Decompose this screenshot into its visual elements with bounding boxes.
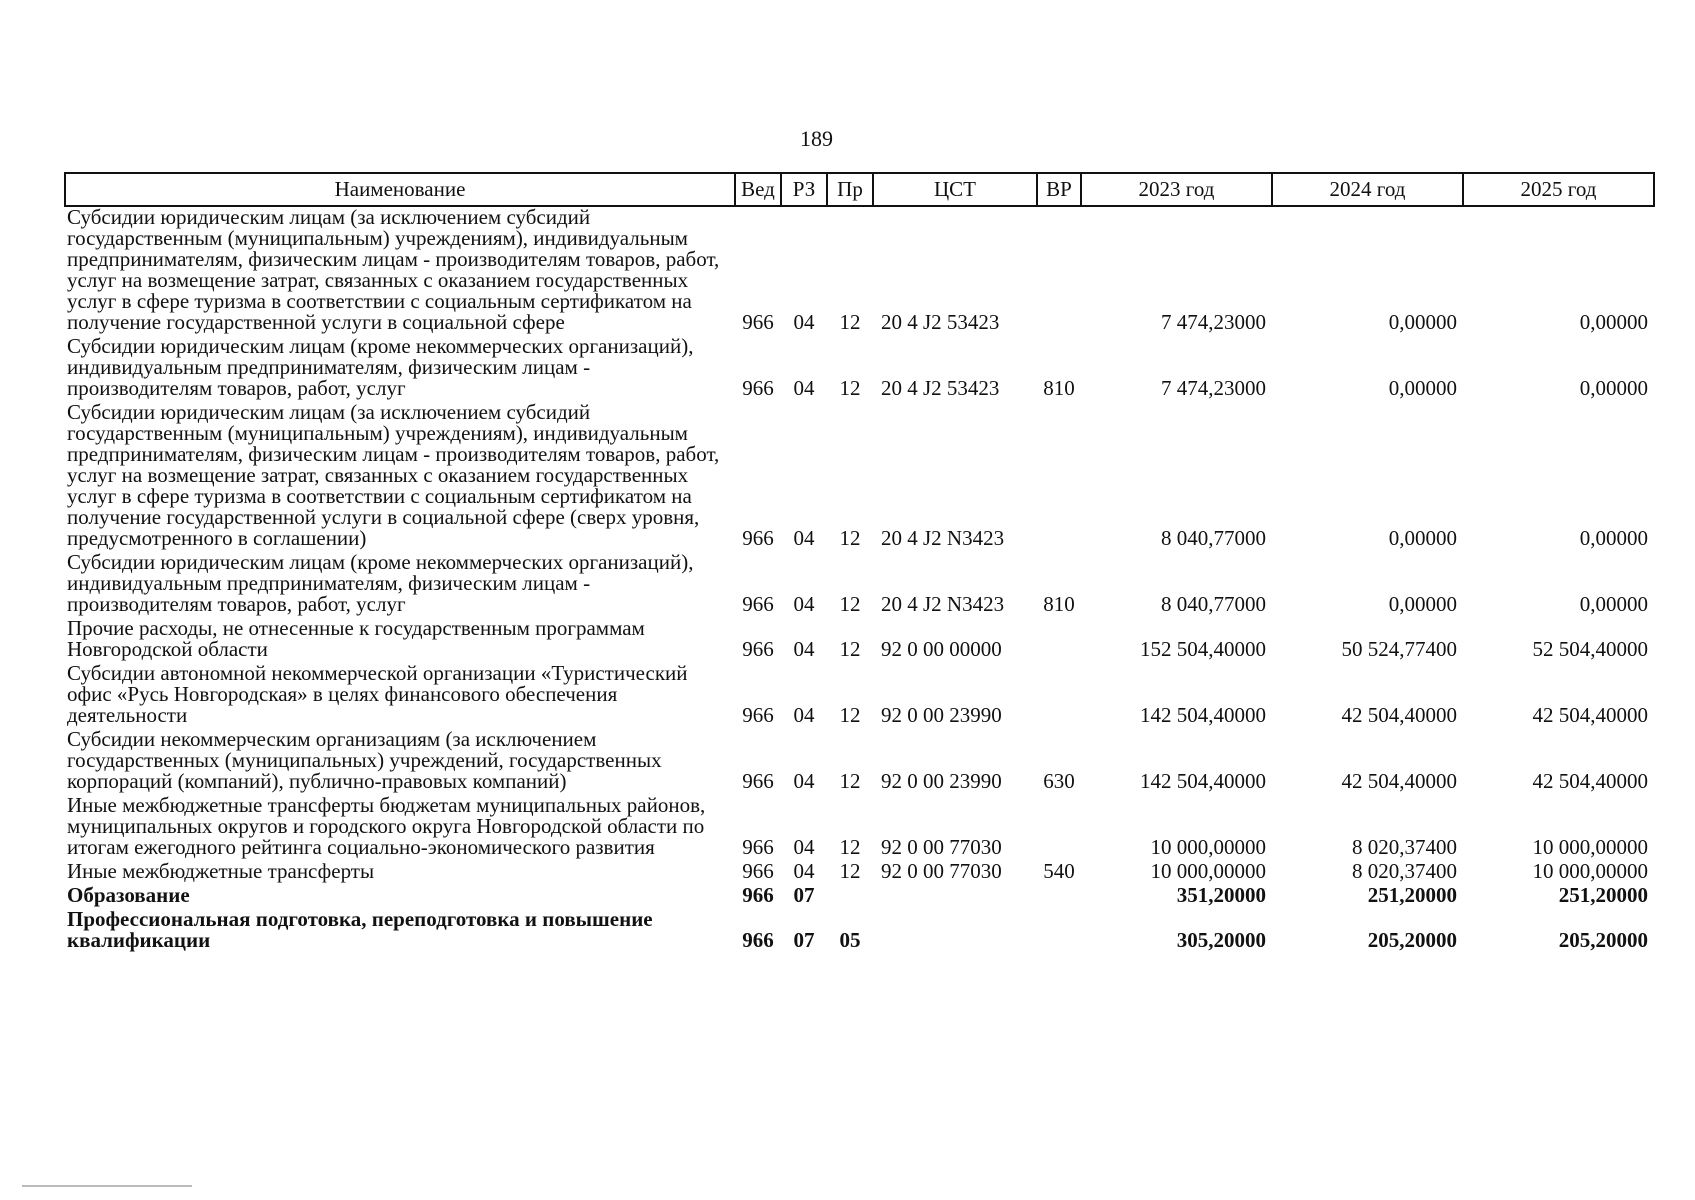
row-rz: 04 [793,769,815,793]
row-rz: 04 [793,703,815,727]
table-row [65,663,1654,729]
row-name: Субсидии юридическим лицам (кроме некоммерческих организаций), индивидуальным предпринимателям, физическим лицам - производителям товаров, работ, услуг [67,334,694,400]
row-vr [1037,206,1081,336]
row-2025: 0,00000 [1579,526,1648,550]
row-2024: 42 504,40000 [1341,703,1457,727]
row-cst: 92 0 00 23990 [881,703,1002,727]
row-name: Субсидии юридическим лицам (за исключением субсидий государственным (муниципальным) учреждениям), индивидуальным предпринимателям, физическим лицам - производителям товаров, работ, услуг на возмещение затрат, связанных с оказанием государственных услуг в сфере туризма в соответствии с социальным сертификатом на получение государственной услуги в социальной сфере [67,205,720,334]
row-ved: 966 [742,310,774,334]
row-2023: 351,20000 [1176,883,1266,907]
row-ved: 966 [742,883,774,907]
row-rz: 04 [793,376,815,400]
row-2024: 50 524,77400 [1341,637,1457,661]
row-2024: 8 020,37400 [1352,859,1457,883]
table-row [65,909,1654,954]
row-2025: 42 504,40000 [1532,769,1648,793]
header-2025: 2025 год [1463,173,1654,206]
row-2025: 42 504,40000 [1532,703,1648,727]
row-2023: 7 474,23000 [1161,376,1266,400]
row-pr: 12 [839,769,861,793]
row-cst: 20 4 J2 N3423 [881,526,1005,550]
table-row [65,885,1654,909]
row-2025: 251,20000 [1558,883,1648,907]
row-pr: 12 [839,859,861,883]
row-2023: 142 504,40000 [1140,769,1266,793]
row-pr: 12 [839,310,861,334]
row-vr [1037,885,1081,909]
row-2024: 251,20000 [1367,883,1457,907]
row-2024: 0,00000 [1388,376,1457,400]
row-name: Прочие расходы, не отнесенные к государственным программам Новгородской области [67,616,645,661]
page-number: 189 [800,126,833,151]
row-rz: 04 [793,637,815,661]
row-2024: 0,00000 [1388,310,1457,334]
row-ved: 966 [742,769,774,793]
row-cst: 20 4 J2 N3423 [881,592,1005,616]
row-ved: 966 [742,592,774,616]
scan-artifact-line [22,1185,192,1187]
row-pr: 12 [839,592,861,616]
row-ved: 966 [742,703,774,727]
row-2024: 0,00000 [1388,526,1457,550]
row-2025: 10 000,00000 [1532,835,1648,859]
table-header-row [65,173,1654,206]
row-pr: 12 [839,637,861,661]
row-name: Профессиональная подготовка, переподготовка и повышение квалификации [67,907,653,952]
row-pr: 12 [839,703,861,727]
row-cst: 92 0 00 77030 [881,859,1002,883]
row-vr [1037,909,1081,954]
row-ved: 966 [742,835,774,859]
row-rz: 04 [793,526,815,550]
row-ved: 966 [742,526,774,550]
row-vr: 810 [1043,592,1075,616]
row-cst: 20 4 J2 53423 [881,310,1000,334]
header-pr: Пр [827,173,873,206]
row-name: Субсидии некоммерческим организациям (за исключением государственных (муниципальных) учреждений, государственных корпораций (компаний), публично-правовых компаний) [67,727,662,793]
table-row [65,618,1654,663]
header-vr: ВР [1037,173,1081,206]
table-row [65,552,1654,618]
header-cst: ЦСТ [873,173,1037,206]
row-2024: 8 020,37400 [1352,835,1457,859]
row-2023: 7 474,23000 [1161,310,1266,334]
row-vr [1037,795,1081,861]
row-cst: 92 0 00 00000 [881,637,1002,661]
table-row [65,861,1654,885]
row-vr: 810 [1043,376,1075,400]
row-pr [827,885,873,909]
row-vr [1037,663,1081,729]
row-pr: 12 [839,526,861,550]
row-vr: 630 [1043,769,1075,793]
row-2025: 0,00000 [1579,310,1648,334]
row-2024: 0,00000 [1388,592,1457,616]
row-2023: 152 504,40000 [1140,637,1266,661]
header-ved: Вед [735,173,781,206]
row-2023: 142 504,40000 [1140,703,1266,727]
row-cst [873,885,1037,909]
row-vr [1037,618,1081,663]
row-pr: 12 [839,376,861,400]
row-rz: 04 [793,310,815,334]
table-row [65,729,1654,795]
row-ved: 966 [742,859,774,883]
header-rz: РЗ [781,173,827,206]
row-name: Субсидии юридическим лицам (кроме некоммерческих организаций), индивидуальным предпринимателям, физическим лицам - производителям товаров, работ, услуг [67,550,694,616]
row-name: Иные межбюджетные трансферты [67,859,375,883]
row-ved: 966 [742,637,774,661]
row-rz: 04 [793,592,815,616]
row-cst: 92 0 00 23990 [881,769,1002,793]
row-rz: 07 [793,883,815,907]
row-2025: 205,20000 [1558,928,1648,952]
row-rz: 04 [793,859,815,883]
row-name: Иные межбюджетные трансферты бюджетам муниципальных районов, муниципальных округов и городского округа Новгородской области по итогам ежегодного рейтинга социально-экономического развития [67,793,706,859]
row-cst: 92 0 00 77030 [881,835,1002,859]
row-2023: 10 000,00000 [1150,835,1266,859]
row-2025: 0,00000 [1579,592,1648,616]
header-name: Наименование [65,173,735,206]
row-2023: 8 040,77000 [1161,526,1266,550]
row-vr: 540 [1043,859,1075,883]
budget-table [64,172,1655,954]
header-2024: 2024 год [1272,173,1463,206]
table-row [65,206,1654,336]
row-2023: 8 040,77000 [1161,592,1266,616]
row-pr: 12 [839,835,861,859]
row-2025: 0,00000 [1579,376,1648,400]
table-row [65,795,1654,861]
row-2023: 10 000,00000 [1150,859,1266,883]
header-2023: 2023 год [1081,173,1272,206]
row-2024: 42 504,40000 [1341,769,1457,793]
row-2025: 52 504,40000 [1532,637,1648,661]
row-pr: 05 [839,928,861,952]
row-2023: 305,20000 [1176,928,1266,952]
row-ved: 966 [742,376,774,400]
row-vr [1037,402,1081,552]
row-2024: 205,20000 [1367,928,1457,952]
row-name: Субсидии автономной некоммерческой организации «Туристический офис «Русь Новгородская» в целях финансового обеспечения деятельности [67,661,688,727]
row-rz: 07 [793,928,815,952]
table-row [65,336,1654,402]
row-rz: 04 [793,835,815,859]
row-ved: 966 [742,928,774,952]
row-name: Субсидии юридическим лицам (за исключением субсидий государственным (муниципальным) учреждениям), индивидуальным предпринимателям, физическим лицам - производителям товаров, работ, услуг на возмещение затрат, связанных с оказанием государственных услуг в сфере туризма в соответствии с социальным сертификатом на получение государственной услуги в социальной сфере (сверх уровня, предусмотренного в соглашении) [67,400,720,550]
row-cst [873,909,1037,954]
table-row [65,402,1654,552]
row-2025: 10 000,00000 [1532,859,1648,883]
row-cst: 20 4 J2 53423 [881,376,1000,400]
row-name: Образование [67,883,190,907]
